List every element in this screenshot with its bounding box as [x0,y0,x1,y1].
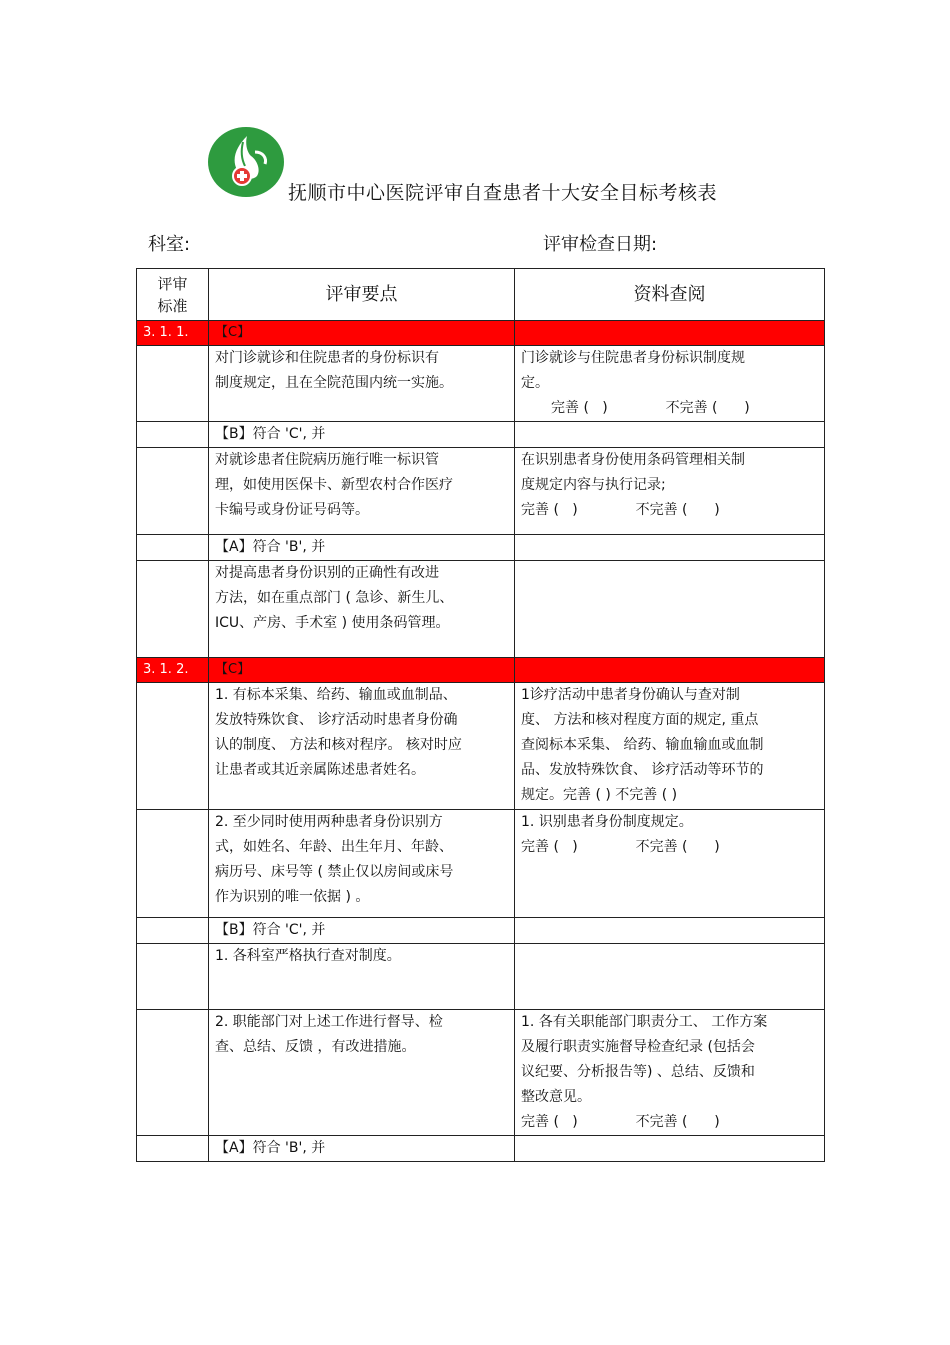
points-cell [209,346,515,422]
points-text: 对门诊就诊和住院患者的身份标识有 制度规定，且在全院范围内统一实施。 [215,350,453,391]
table-row [137,346,825,422]
header-points: 评审要点 [209,269,515,321]
materials-text: 1诊疗活动中患者身份确认与查对制 度、 方法和核对程度方面的规定, 重点 查阅标本采集、 给药、输血输血或血制 品、发放特殊饮食、 诊疗活动等环节的 规定。完善 ( ) 不完善 ( ) [521,687,764,803]
points-text: 2. 至少同时使用两种患者身份识别方 式，如姓名、年龄、出生年月、年龄、 病历号、床号等 ( 禁止仅以房间或床号 作为识别的唯一依据 ) 。 [215,814,454,905]
department-label: 科室: [148,234,191,255]
materials-text: 1. 识别患者身份制度规定。 [521,814,693,830]
section-grade-label: 【C】 [215,662,251,677]
standard-cell [137,683,209,810]
hospital-logo [207,126,285,198]
points-text: 对提高患者身份识别的正确性有改进 方法，如在重点部门 ( 急诊、新生儿、 ICU、产房、手术室 ) 使用条码管理。 [215,565,454,631]
section-code: 3. 1. 2. [143,662,189,677]
materials-cell [515,944,825,1010]
grade-standard-cell [137,422,209,448]
table-row [137,810,825,918]
materials-text: 1. 各有关职能部门职责分工、 工作方案 及履行职责实施督导检查纪录 (包括会 议纪要、分析报告等) 、总结、反馈和 整改意见。 [521,1014,768,1105]
grade-standard-cell [137,535,209,561]
grade-empty-cell [515,1136,825,1162]
grade-label: 【B】符合 'C', 并 [215,426,326,442]
grade-label-cell [209,918,515,944]
grade-label: 【A】符合 'B', 并 [215,1140,326,1156]
points-cell [209,1010,515,1136]
completeness-check: 完善 ( ) 不完善 ( ) [521,1114,720,1130]
points-cell [209,683,515,810]
points-cell [209,944,515,1010]
section-empty-cell [515,658,825,683]
standard-cell [137,944,209,1010]
materials-cell [515,346,825,422]
table-body [137,321,825,1162]
section-grade-label: 【C】 [215,325,251,340]
points-cell [209,448,515,535]
standard-cell [137,448,209,535]
materials-cell [515,810,825,918]
section-code: 3. 1. 1. [143,325,189,340]
materials-cell [515,448,825,535]
header-standard: 评审 标准 [137,269,209,321]
materials-text: 门诊就诊与住院患者身份标识制度规 定。 [521,350,745,391]
grade-row [137,1136,825,1162]
grade-label-cell [209,422,515,448]
table-row [137,1010,825,1136]
grade-empty-cell [515,535,825,561]
materials-cell [515,683,825,810]
points-text: 对就诊患者住院病历施行唯一标识管 理，如使用医保卡、新型农村合作医疗 卡编号或身份证号码等。 [215,452,453,518]
section-label-cell [209,321,515,346]
standard-cell [137,1010,209,1136]
review-table [136,268,825,1162]
header-materials: 资料查阅 [515,269,825,321]
section-label-cell [209,658,515,683]
review-date-label: 评审检查日期: [543,234,658,255]
grade-empty-cell [515,918,825,944]
points-text: 1. 有标本采集、给药、输血或血制品、 发放特殊饮食、 诊疗活动时患者身份确 认的制度、 方法和核对程序。 核对时应 让患者或其近亲属陈述患者姓名。 [215,687,462,778]
grade-label-cell [209,1136,515,1162]
grade-label-cell [209,535,515,561]
completeness-check: 完善 ( ) 不完善 ( ) [551,400,750,416]
document-title: 抚顺市中心医院评审自查患者十大安全目标考核表 [288,182,718,204]
points-cell [209,810,515,918]
grade-row [137,918,825,944]
grade-standard-cell [137,1136,209,1162]
points-text: 1. 各科室严格执行查对制度。 [215,948,401,964]
section-code-cell [137,321,209,346]
table-header-row [137,269,825,321]
table-row [137,448,825,535]
table-row [137,944,825,1010]
standard-cell [137,346,209,422]
section-row [137,658,825,683]
materials-cell [515,561,825,658]
grade-row [137,422,825,448]
standard-cell [137,561,209,658]
section-row [137,321,825,346]
grade-standard-cell [137,918,209,944]
completeness-check: 完善 ( ) 不完善 ( ) [521,839,720,855]
table-row [137,561,825,658]
grade-label: 【B】符合 'C', 并 [215,922,326,938]
points-text: 2. 职能部门对上述工作进行督导、检 查、总结、反馈 ，有改进措施。 [215,1014,443,1055]
grade-label: 【A】符合 'B', 并 [215,539,326,555]
grade-empty-cell [515,422,825,448]
grade-row [137,535,825,561]
materials-text: 在识别患者身份使用条码管理相关制 度规定内容与执行记录; [521,452,745,493]
standard-cell [137,810,209,918]
points-cell [209,561,515,658]
section-code-cell [137,658,209,683]
materials-cell [515,1010,825,1136]
section-empty-cell [515,321,825,346]
completeness-check: 完善 ( ) 不完善 ( ) [521,502,720,518]
table-row [137,683,825,810]
